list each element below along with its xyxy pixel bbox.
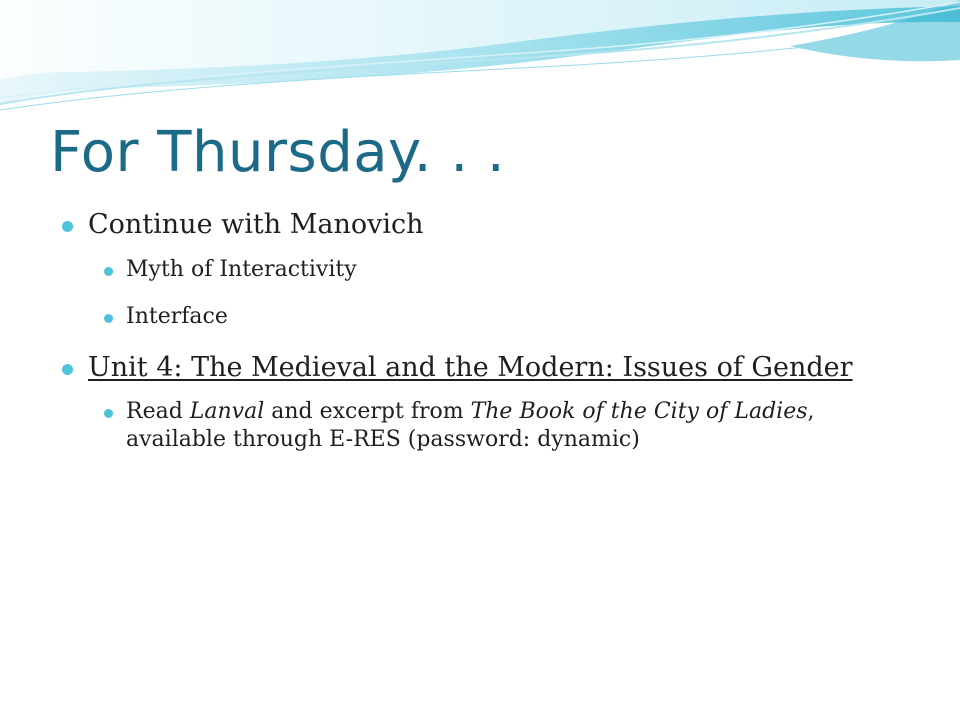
- bullet-dot-icon: [62, 364, 73, 375]
- reading-title-lanval: Lanval: [189, 399, 265, 424]
- bullet-dot-icon: [104, 267, 113, 276]
- sub-bullet-interface: [60, 303, 880, 331]
- bullet-dot-icon: [62, 221, 73, 232]
- reading-text-prefix: Read: [126, 399, 190, 424]
- reading-title-city-of-ladies: The Book of the City of Ladies: [470, 399, 808, 424]
- sub-bullet-myth-of-interactivity: [60, 256, 880, 284]
- unit-heading-text: Unit 4: The Medieval and the Modern: Issues of Gender: [88, 352, 853, 383]
- bullet-list: [60, 208, 880, 454]
- slide-title: For Thursday. . .: [50, 120, 506, 185]
- header-wave-decoration: [0, 0, 960, 130]
- bullet-dot-icon: [104, 314, 113, 323]
- bullet-text: Interface: [126, 304, 228, 329]
- reading-text-suffix: , available through E-RES (password: dynamic): [126, 399, 815, 452]
- bullet-dot-icon: [104, 409, 113, 418]
- sub-bullet-reading: [60, 398, 880, 454]
- bullet-unit-4: [60, 351, 880, 384]
- bullet-text: Myth of Interactivity: [126, 257, 357, 282]
- reading-text-middle: and excerpt from: [264, 399, 471, 424]
- bullet-continue-manovich: [60, 208, 880, 241]
- bullet-text: Continue with Manovich: [88, 209, 424, 240]
